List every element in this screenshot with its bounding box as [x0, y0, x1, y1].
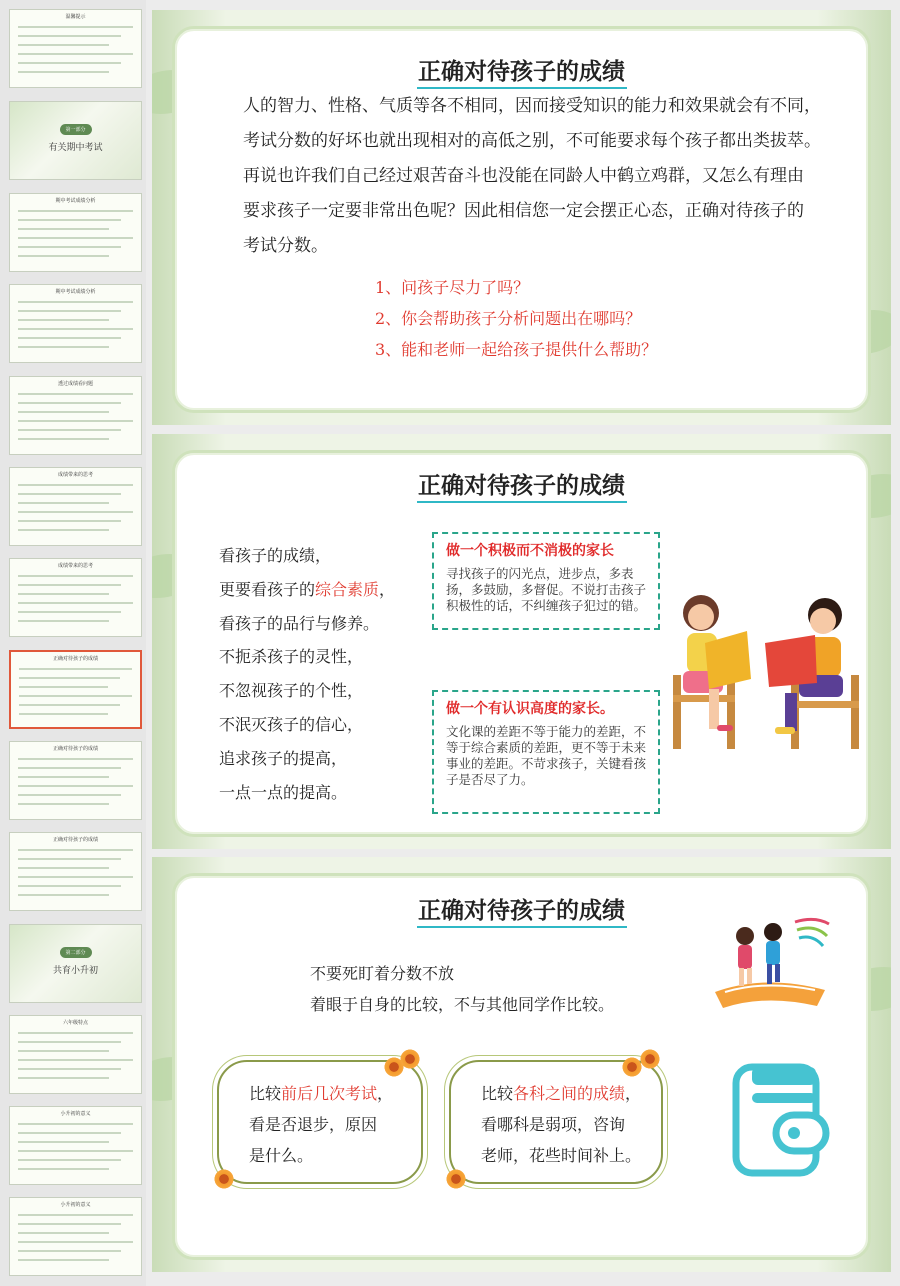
thumbnail-text-line [18, 301, 133, 303]
thumbnail-text-line [18, 858, 121, 860]
thumbnail-text-line [18, 520, 121, 522]
slide-thumbnail[interactable] [9, 1015, 142, 1094]
quality-line: 看孩子的品行与修养。 [219, 613, 380, 633]
thumbnail-text-line [18, 502, 109, 504]
question-list [375, 272, 657, 365]
thumbnail-text-line [18, 438, 109, 440]
thumbnail-text-line [18, 894, 109, 896]
thumbnail-text-line [18, 584, 121, 586]
thumbnail-text-line [18, 1068, 121, 1070]
thumbnail-title: 透过成绩看问题 [57, 381, 93, 387]
thumbnail-text-line [18, 71, 109, 73]
children-reading-illustration [665, 583, 871, 753]
slide-thumbnail[interactable] [9, 650, 142, 729]
thumbnail-text-line [18, 228, 109, 230]
thumbnail-text-line [18, 849, 133, 851]
slide-1[interactable] [152, 10, 891, 425]
thumbnail-text-line [18, 310, 121, 312]
thumbnail-text-line [18, 53, 133, 55]
tip-body: 寻找孩子的闪光点，进步点，多表扬，多鼓励，多督促。不说打击孩子积极性的话，不纠缠孩子犯过的错。 [446, 567, 647, 613]
quality-line: 一点一点的提高。 [219, 782, 348, 802]
thumbnail-text-line [18, 1223, 121, 1225]
thumbnail-text-line [19, 668, 132, 670]
slide-title: 正确对待孩子的成绩 [418, 897, 625, 923]
section-badge: 第一部分 [59, 124, 91, 135]
thumbnail-text-line [18, 246, 121, 248]
thumbnail-text-line [18, 219, 121, 221]
highlight-text: 各科之间的成绩 [513, 1084, 626, 1103]
thumbnail-text-line [18, 1250, 121, 1252]
tip-box-perspective [432, 690, 660, 814]
thumbnail-title: 共育小升初 [52, 966, 98, 976]
advice-line: 不要死盯着分数不放 [310, 964, 455, 983]
thumbnail-title: 正确对待孩子的成绩 [52, 656, 98, 662]
thumbnail-text-line [18, 1050, 109, 1052]
thumbnail-text-line [18, 1214, 133, 1216]
question-item: 2、你会帮助孩子分析问题出在哪吗？ [375, 309, 642, 328]
thumbnail-text-line [18, 767, 121, 769]
frame-text: 比较前后几次考试， 看是否退步，原因 是什么。 [249, 1084, 394, 1165]
advice-line: 着眼于自身的比较，不与其他同学作比较。 [310, 995, 615, 1014]
thumbnail-text-line [18, 1032, 133, 1034]
slide-thumbnail[interactable] [9, 193, 142, 272]
slide-thumbnail[interactable] [9, 376, 142, 455]
thumbnail-text-line [18, 328, 133, 330]
flower-decoration [445, 1168, 467, 1190]
question-item: 3、能和老师一起给孩子提供什么帮助？ [375, 340, 658, 359]
thumbnail-text-line [18, 758, 133, 760]
paragraph-line: 人的智力、性格、气质等各不相同，因而接受知识的能力和效果就会有不同， [243, 96, 821, 116]
thumbnail-text-line [18, 529, 109, 531]
slide-thumbnail[interactable] [9, 832, 142, 911]
question-item: 1、问孩子尽力了吗？ [375, 278, 530, 297]
thumbnail-text-line [18, 402, 121, 404]
thumbnail-title: 正确对待孩子的成绩 [52, 746, 98, 752]
thumbnail-text-line [18, 620, 109, 622]
flower-decoration [213, 1168, 235, 1190]
thumbnail-text-line [19, 704, 120, 706]
thumbnail-title: 期中考试成绩分析 [55, 198, 96, 204]
girl-figure [683, 595, 751, 731]
thumbnail-text-line [19, 677, 120, 679]
tip-box-positive [432, 532, 660, 630]
highlight-text: 前后几次考试 [281, 1084, 378, 1103]
thumbnail-text-line [18, 62, 121, 64]
thumbnail-text-line [18, 35, 121, 37]
section-badge: 第二部分 [59, 947, 91, 958]
thumbnail-title: 六年级特点 [62, 1020, 88, 1026]
thumbnail-text-line [18, 1041, 121, 1043]
thumbnail-text-line [18, 511, 133, 513]
thumbnail-text-line [18, 1241, 133, 1243]
thumbnail-text-line [18, 1059, 133, 1061]
compare-frame-subjects [449, 1060, 663, 1184]
frame-text: 比较各科之间的成绩， 看哪科是弱项，咨询 老师，花些时间补上。 [481, 1084, 642, 1165]
thumbnail-title: 成绩带来的思考 [57, 472, 93, 478]
compare-frame-exams [217, 1060, 423, 1184]
slide-card [172, 450, 871, 837]
paragraph-line: 要求孩子一定要非常出色呢？因此相信您一定会摆正心态，正确对待孩子的 [243, 201, 804, 221]
slide-3[interactable] [152, 857, 891, 1272]
thumbnail-title: 小升初的意义 [60, 1111, 91, 1117]
thumbnail-text-line [18, 876, 133, 878]
thumbnail-text-line [18, 26, 133, 28]
paragraph-line: 考试分数的好坏也就出现相对的高低之别，不可能要求每个孩子都出类拔萃。 [243, 131, 821, 151]
slide-thumbnail[interactable] [9, 284, 142, 363]
thumbnail-text-line [18, 785, 133, 787]
kids-on-book-illustration [705, 914, 835, 1014]
thumbnail-text-line [18, 337, 121, 339]
thumbnail-text-line [18, 1077, 109, 1079]
thumbnail-title: 有关期中考试 [48, 143, 103, 153]
thumbnail-text-line [18, 411, 109, 413]
paragraph-line: 考试分数。 [243, 236, 328, 256]
thumbnail-text-line [18, 319, 109, 321]
slide-thumbnail[interactable] [9, 558, 142, 637]
thumbnail-text-line [18, 867, 109, 869]
title-underline [417, 926, 627, 928]
quality-line: 不泯灭孩子的信心， [219, 714, 364, 734]
slide-title: 正确对待孩子的成绩 [418, 58, 625, 84]
slide-thumbnail[interactable] [9, 467, 142, 546]
slide-thumbnail[interactable] [9, 1197, 142, 1276]
thumbnail-text-line [18, 1123, 133, 1125]
slide-thumbnail[interactable] [9, 741, 142, 820]
slide-thumbnail[interactable] [9, 101, 142, 180]
slide-thumbnail[interactable] [9, 1106, 142, 1185]
tip-heading: 做一个积极而不消极的家长 [446, 542, 614, 558]
quality-list [219, 539, 395, 809]
thumbnail-title: 成绩带来的思考 [57, 563, 93, 569]
thumbnail-text-line [18, 794, 121, 796]
thumbnail-text-line [18, 1132, 121, 1134]
thumbnail-text-line [19, 713, 108, 715]
thumbnail-text-line [18, 1159, 121, 1161]
flower-decoration [621, 1056, 643, 1078]
slide-card [172, 873, 871, 1260]
thumbnail-text-line [18, 393, 133, 395]
paragraph-line: 再说也许我们自己经过艰苦奋斗也没能在同龄人中鹤立鸡群，又怎么有理由 [243, 166, 804, 186]
thumbnail-text-line [18, 575, 133, 577]
thumbnail-text-line [18, 346, 109, 348]
thumbnail-title: 期中考试成绩分析 [55, 289, 96, 295]
thumbnail-text-line [18, 484, 133, 486]
slide-title: 正确对待孩子的成绩 [418, 472, 625, 498]
wallet-icon [730, 1063, 830, 1179]
title-underline [417, 501, 627, 503]
thumbnail-text-line [18, 1168, 109, 1170]
thumbnail-text-line [18, 593, 109, 595]
thumbnail-text-line [18, 611, 121, 613]
advice-lines [310, 958, 614, 1020]
tip-body: 文化课的差距不等于能力的差距，不等于综合素质的差距，更不等于未来事业的差距。不苛求孩子，关键看孩子是否尽了力。 [446, 725, 647, 787]
thumbnail-text-line [18, 420, 133, 422]
thumbnail-title: 小升初的意义 [60, 1202, 91, 1208]
quality-line: 看孩子的成绩， [219, 546, 332, 565]
highlight-text: 综合素质 [315, 579, 380, 599]
boy-figure [765, 598, 843, 734]
slide-thumbnail-panel [0, 0, 146, 1286]
thumbnail-text-line [18, 1232, 109, 1234]
thumbnail-title: 温馨提示 [65, 14, 86, 20]
slide-2[interactable] [152, 434, 891, 849]
thumbnail-text-line [18, 255, 109, 257]
slide-thumbnail[interactable] [9, 924, 142, 1003]
quality-line: 更要看孩子的综合素质， [219, 579, 396, 599]
thumbnail-text-line [18, 885, 121, 887]
thumbnail-text-line [18, 493, 121, 495]
quality-line: 不扼杀孩子的灵性， [219, 647, 364, 667]
thumbnail-text-line [19, 695, 132, 697]
thumbnail-text-line [18, 1259, 109, 1261]
thumbnail-text-line [18, 776, 109, 778]
thumbnail-text-line [18, 1141, 109, 1143]
quality-line: 不忽视孩子的个性， [219, 681, 364, 701]
thumbnail-text-line [18, 1150, 133, 1152]
flower-decoration [383, 1056, 405, 1078]
quality-line: 追求孩子的提高， [219, 748, 348, 768]
thumbnail-text-line [18, 602, 133, 604]
thumbnail-text-line [18, 44, 109, 46]
thumbnail-text-line [18, 429, 121, 431]
thumbnail-title: 正确对待孩子的成绩 [52, 837, 98, 843]
slide-thumbnail[interactable] [9, 9, 142, 88]
thumbnail-text-line [18, 803, 109, 805]
thumbnail-text-line [18, 237, 133, 239]
thumbnail-text-line [19, 686, 108, 688]
slide-card [172, 26, 871, 413]
tip-heading: 做一个有认识高度的家长。 [446, 700, 614, 716]
thumbnail-text-line [18, 210, 133, 212]
body-paragraph [243, 89, 873, 264]
